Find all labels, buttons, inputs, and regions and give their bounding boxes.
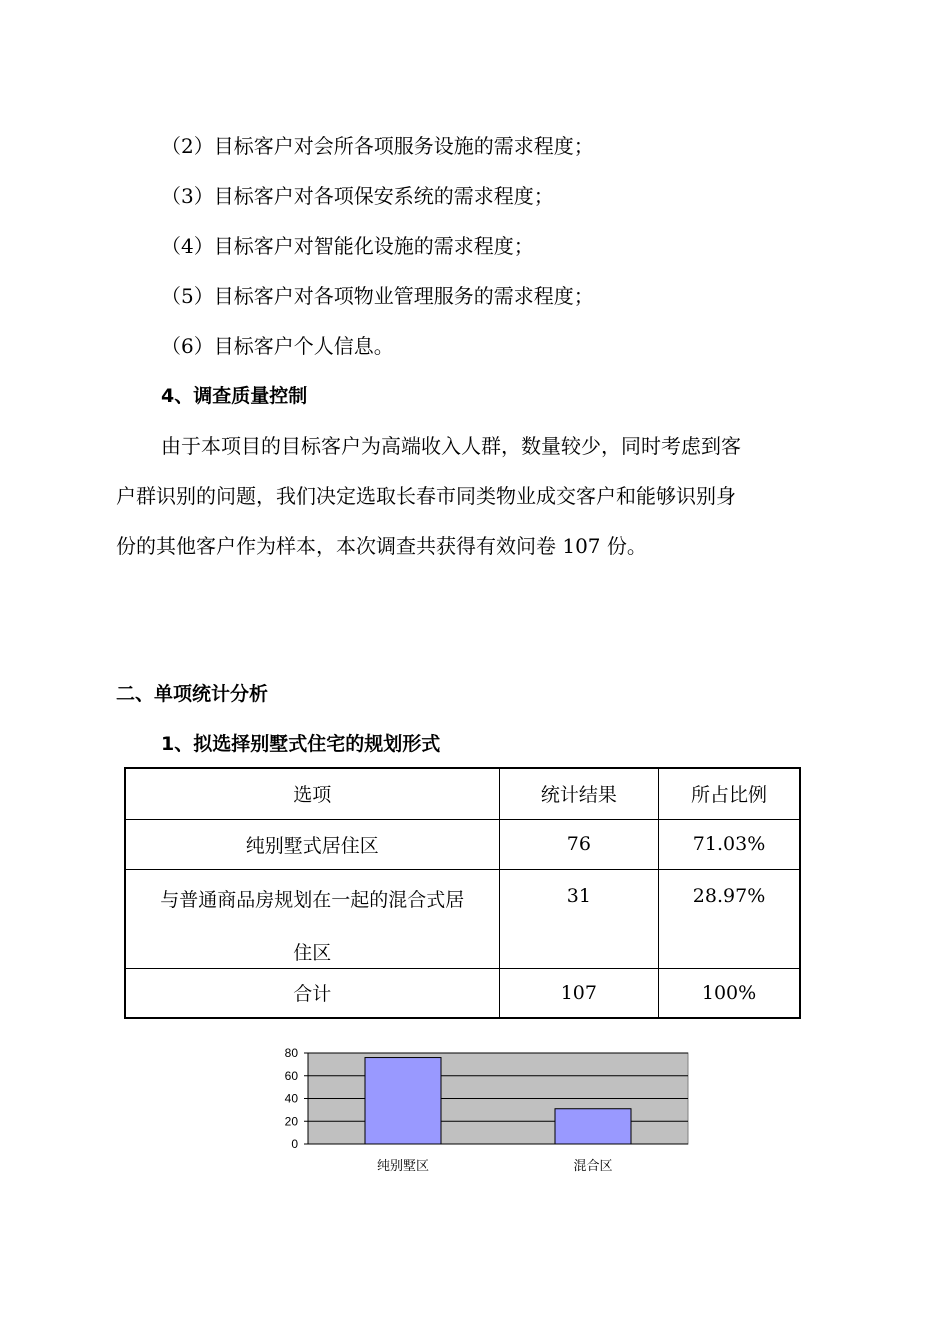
list-item-3: （3）目标客户对各项保安系统的需求程度；	[161, 184, 554, 208]
cell-ratio: 100%	[659, 968, 800, 1018]
cell-count: 76	[499, 819, 658, 869]
cell-option: 合计	[125, 968, 499, 1018]
cell-option-line-2: 住区	[293, 941, 332, 964]
y-tick-label: 80	[284, 1046, 298, 1060]
bar	[365, 1058, 441, 1144]
y-tick-label: 60	[284, 1068, 298, 1083]
statistics-table	[124, 767, 801, 1019]
cell-option: 纯别墅式居住区	[125, 819, 499, 869]
x-tick-label: 纯别墅区	[376, 1159, 430, 1174]
table-row	[125, 819, 800, 869]
header-option: 选项	[125, 768, 499, 819]
section-heading: 二、单项统计分析	[116, 683, 269, 705]
bar	[555, 1109, 631, 1144]
header-ratio: 所占比例	[659, 768, 800, 819]
body-line-1: 由于本项目的目标客户为高端收入人群，数量较少，同时考虑到客	[161, 434, 741, 458]
x-tick-label: 混合区	[573, 1159, 613, 1174]
list-item-2: （2）目标客户对会所各项服务设施的需求程度；	[161, 134, 594, 158]
y-tick-label: 0	[291, 1137, 298, 1151]
list-item-4: （4）目标客户对智能化设施的需求程度；	[161, 234, 534, 258]
body-line-2: 户群识别的问题，我们决定选取长春市同类物业成交客户和能够识别身	[116, 484, 736, 508]
table-row-total	[125, 968, 800, 1018]
heading-quality-control: 4、调查质量控制	[161, 385, 308, 407]
header-count: 统计结果	[499, 768, 658, 819]
y-tick-label: 20	[284, 1114, 298, 1129]
subsection-heading: 1、拟选择别墅式住宅的规划形式	[161, 733, 441, 755]
cell-count: 31	[499, 869, 658, 968]
cell-count: 107	[499, 968, 658, 1018]
table-header-row	[125, 768, 800, 819]
body-line-3: 份的其他客户作为样本，本次调查共获得有效问卷 107 份。	[116, 534, 647, 558]
table-row	[125, 869, 800, 968]
bar-chart	[270, 1040, 710, 1180]
cell-ratio: 71.03%	[659, 819, 800, 869]
cell-option-line-1: 与普通商品房规划在一起的混合式居	[160, 888, 465, 911]
cell-option	[125, 869, 499, 968]
y-tick-label: 40	[284, 1091, 298, 1106]
list-item-6: （6）目标客户个人信息。	[161, 334, 394, 358]
cell-ratio: 28.97%	[659, 869, 800, 968]
list-item-5: （5）目标客户对各项物业管理服务的需求程度；	[161, 284, 594, 308]
